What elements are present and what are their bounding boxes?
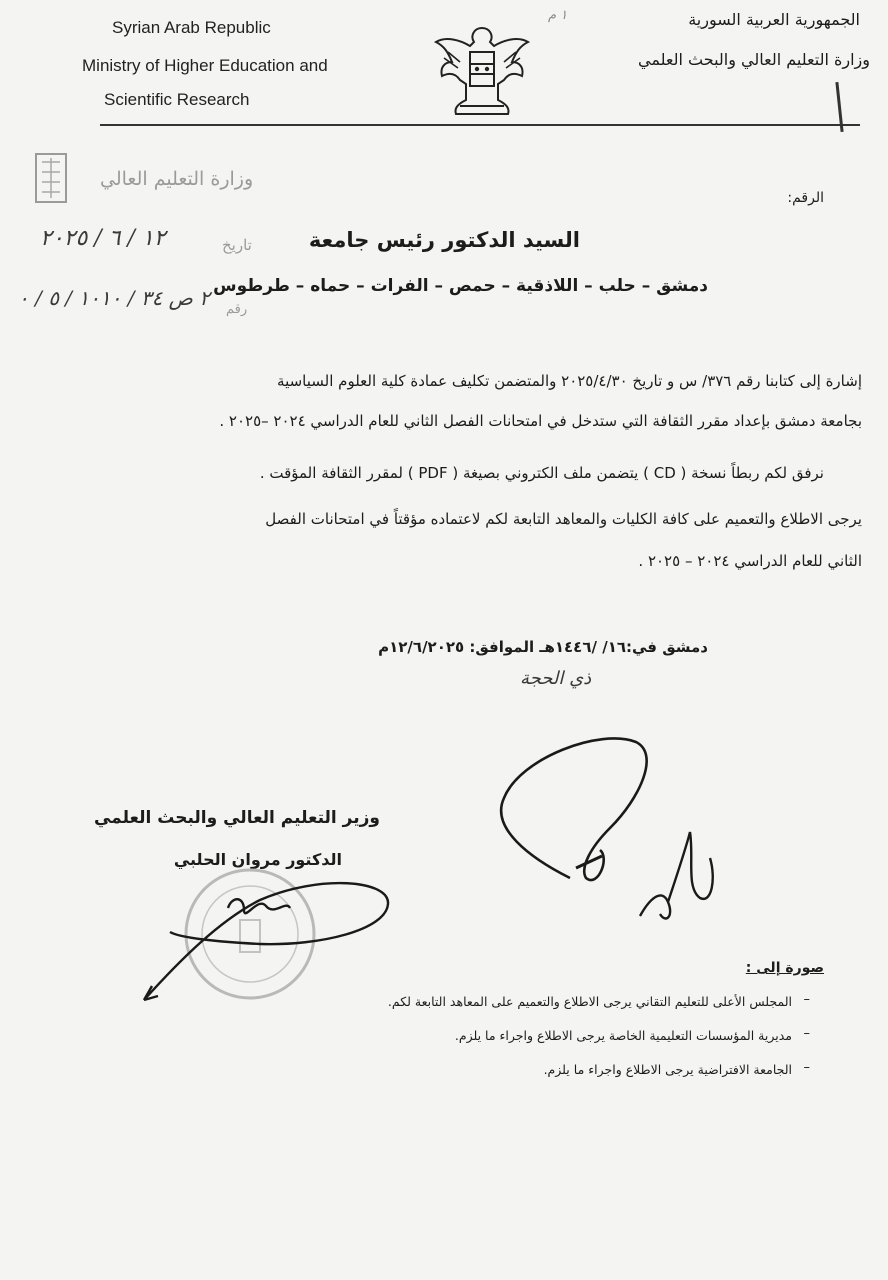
header-en-line-2: Ministry of Higher Education and [82, 56, 328, 75]
header-en-line-3: Scientific Research [104, 90, 250, 109]
body-p3-line2: الثاني للعام الدراسي ٢٠٢٤ – ٢٠٢٥ . [638, 552, 862, 570]
body-p3-line1: يرجى الاطلاع والتعميم على كافة الكليات والمعاهد التابعة لكم لاعتماده مؤقتاً في امتحانات الفصل [265, 510, 862, 528]
cc-item-1-dash: – [803, 992, 810, 1007]
cc-item-2-dash: – [803, 1026, 810, 1041]
initials-signature [490, 728, 730, 928]
cc-item-1: المجلس الأعلى للتعليم التقاني يرجى الاطلاع والتعميم على المعاهد التابعة لكم. [387, 994, 792, 1009]
body-p1-line1: إشارة إلى كتابنا رقم ٣٧٦/ س و تاريخ ٢٠٢٥/٤/٣٠ والمتضمن تكليف عمادة كلية العلوم السياسية [277, 372, 862, 390]
stamp-ref-value: ٢ ص ٣٤ / ١٠١٠ / ٥ / ٠ [18, 286, 210, 310]
top-marks: ١ م [548, 8, 568, 23]
reference-label: الرقم: [787, 190, 824, 206]
header-en-line-1: Syrian Arab Republic [112, 18, 271, 37]
header-ar-line-1: الجمهورية العربية السورية [688, 10, 860, 29]
stamp-ministry-text: وزارة التعليم العالي [100, 168, 254, 190]
official-seal-and-signature [140, 860, 400, 1010]
eagle-emblem-icon [430, 22, 534, 118]
addressee-title: السيد الدكتور رئيس جامعة [308, 228, 580, 252]
body-p2: نرفق لكم ربطاً نسخة ( CD ) يتضمن ملف الكتروني بصيغة ( PDF ) لمقرر الثقافة المؤقت . [259, 464, 824, 482]
body-p1-line2: بجامعة دمشق بإعداد مقرر الثقافة التي ستدخل في امتحانات الفصل الثاني للعام الدراسي ٢٠٢٤ –٢٠٢٥ . [219, 412, 862, 430]
stamp-date-value: ١٢ / ٦ / ٢٠٢٥ [40, 226, 166, 251]
cc-heading: صورة إلى : [745, 960, 824, 976]
stamp-emblem-icon [34, 152, 68, 204]
header-ar-line-2: وزارة التعليم العالي والبحث العلمي [638, 50, 870, 69]
signatory-name: الدكتور مروان الحلبي [173, 850, 342, 869]
cc-item-2: مديرية المؤسسات التعليمية الخاصة يرجى الاطلاع واجراء ما يلزم. [454, 1028, 792, 1043]
date-handwritten-month: ذي الحجة [520, 668, 592, 689]
stamp-ref-label: رقم [226, 302, 248, 317]
addressee-universities: دمشق – حلب – اللاذقية – حمص – الفرات – حماه – طرطوس [213, 276, 708, 296]
header-divider [100, 124, 860, 126]
date-line: دمشق في:١٦/ /١٤٤٦هـ الموافق: ١٢/٦/٢٠٢٥م [378, 638, 708, 656]
stamp-date-label: تاريخ [222, 236, 252, 254]
cc-item-3: الجامعة الافتراضية يرجى الاطلاع واجراء ما يلزم. [543, 1062, 792, 1077]
cc-item-3-dash: – [803, 1060, 810, 1075]
signatory-title: وزير التعليم العالي والبحث العلمي [93, 808, 380, 828]
